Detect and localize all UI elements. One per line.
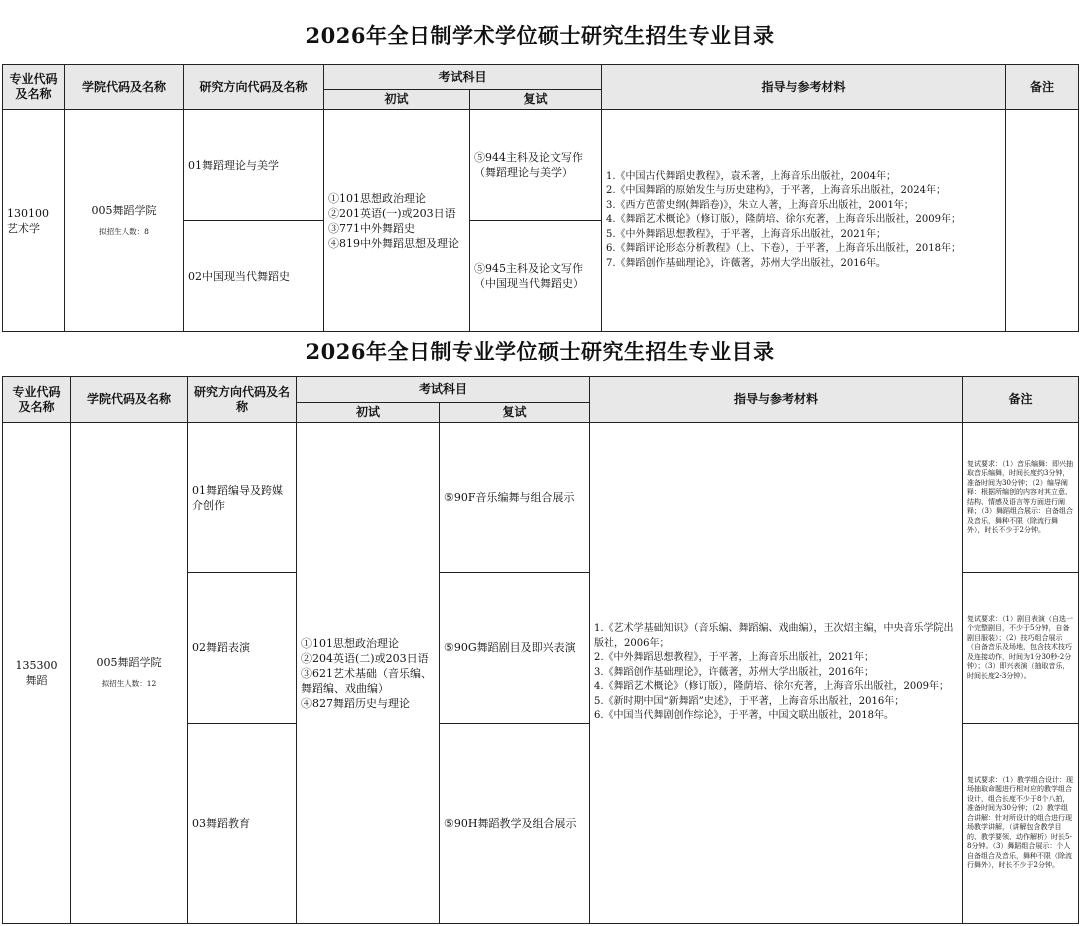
materials-cell	[590, 423, 963, 924]
initial-exam-item: ①101思想政治理论	[301, 636, 399, 650]
material-item: 5.《中外舞蹈思想教程》，于平著，上海音乐出版社，2021年；	[606, 228, 887, 240]
header-college: 学院代码及名称	[71, 377, 188, 423]
material-item: 2.《中国舞蹈的原始发生与历史建构》，于平著，上海音乐出版社，2024年；	[606, 185, 947, 197]
direction-01: 01舞蹈编导及跨媒介创作	[188, 423, 297, 573]
materials-cell	[602, 110, 1006, 332]
table2	[2, 376, 1079, 924]
header-remarks: 备注	[1006, 65, 1079, 110]
material-item: 4.《舞蹈艺术概论》（修订版），隆荫培、徐尔充著，上海音乐出版社，2009年；	[594, 681, 950, 693]
header-major: 专业代码及名称	[3, 377, 71, 423]
remarks-01: 复试要求：（1）音乐编舞：即兴抽取音乐编舞，时间长度约3分钟，准备时间为30分钟；（2）编导阐释：根据所编创的内容对其立意、结构、情感及语言等方面进行阐释；（3）舞蹈组合展示：自备组合及音乐，舞种不限（除流行舞外），时长不少于2分钟。	[963, 423, 1079, 573]
initial-exam-item: ②201英语(一)或203日语	[328, 206, 456, 220]
material-item: 5.《新时期中国“新舞蹈”史述》，于平著，上海音乐出版社，2016年；	[594, 695, 905, 707]
college-name: 005舞蹈学院	[91, 203, 157, 217]
retest-90f: ⑤90F音乐编舞与组合展示	[440, 423, 590, 573]
retest-90h: ⑤90H舞蹈教学及组合展示	[440, 723, 590, 923]
header-remarks: 备注	[963, 377, 1079, 423]
major-cell	[3, 423, 71, 924]
header-initial: 初试	[297, 403, 440, 423]
remarks-02: 复试要求：（1）剧目表演（自选一个完整剧目，不少于5分钟，自备剧目服装）；（2）技巧组合展示（自备音乐及场地，包含技术技巧及连接动作，时间为1分30秒-2分钟）；（3）即兴表演（抽取音乐，时间长度2-3分钟）。	[963, 573, 1079, 723]
direction-02: 02中国现当代舞蹈史	[184, 221, 324, 332]
major-name: 舞蹈	[25, 674, 48, 688]
initial-exam-item: ③621艺术基础（音乐编、舞蹈编、戏曲编）	[301, 666, 432, 695]
initial-exam-cell	[324, 110, 470, 332]
major-code: 130100	[7, 206, 49, 220]
material-item: 4.《舞蹈艺术概论》（修订版），隆荫培、徐尔充著，上海音乐出版社，2009年；	[606, 214, 962, 226]
retest-944: ⑤944主科及论文写作（舞蹈理论与美学）	[470, 110, 602, 221]
header-retest: 复试	[470, 90, 602, 110]
initial-exam-item: ③771中外舞蹈史	[328, 221, 415, 235]
college-name: 005舞蹈学院	[96, 656, 162, 670]
header-major: 专业代码及名称	[3, 65, 65, 110]
material-item: 3.《西方芭蕾史纲(舞蹈卷)》，朱立人著，上海音乐出版社，2001年；	[606, 199, 914, 211]
material-item: 3.《舞蹈创作基础理论》，许薇著，苏州大学出版社，2016年；	[594, 666, 875, 678]
remarks-cell	[1006, 110, 1079, 332]
college-cell	[71, 423, 188, 924]
major-cell	[3, 110, 65, 332]
material-item: 1.《中国古代舞蹈史教程》，袁禾著，上海音乐出版社，2004年；	[606, 170, 897, 182]
header-exam: 考试科目	[297, 377, 590, 403]
initial-exam-item: ④819中外舞蹈思想及理论	[328, 236, 459, 250]
header-college: 学院代码及名称	[65, 65, 184, 110]
material-item: 2.《中外舞蹈思想教程》，于平著，上海音乐出版社，2021年；	[594, 652, 875, 664]
major-name: 艺术学	[7, 221, 40, 235]
initial-exam-cell	[297, 423, 440, 924]
quota: 拟招生人数：12	[101, 679, 157, 689]
header-materials: 指导与参考材料	[602, 65, 1006, 110]
table1-title: 2026年全日制学术学位硕士研究生招生专业目录	[305, 23, 775, 48]
direction-03: 03舞蹈教育	[188, 723, 297, 923]
material-item: 7.《舞蹈创作基础理论》，许薇著，苏州大学出版社，2016年。	[606, 257, 887, 269]
retest-945: ⑤945主科及论文写作（中国现当代舞蹈史）	[470, 221, 602, 332]
header-retest: 复试	[440, 403, 590, 423]
material-item: 1.《艺术学基础知识》（音乐编、舞蹈编、戏曲编），王次炤主编，中央音乐学院出版社，2006年；	[594, 623, 954, 649]
initial-exam-item: ④827舞蹈历史与理论	[301, 696, 410, 710]
initial-exam-item: ②204英语(二)或203日语	[301, 651, 429, 665]
major-code: 135300	[15, 659, 58, 673]
direction-02: 02舞蹈表演	[188, 573, 297, 723]
material-item: 6.《舞蹈评论形态分析教程》（上、下卷），于平著，上海音乐出版社，2018年；	[606, 243, 962, 255]
direction-01: 01舞蹈理论与美学	[184, 110, 324, 221]
retest-90g: ⑤90G舞蹈剧目及即兴表演	[440, 573, 590, 723]
quota: 拟招生人数：8	[99, 226, 149, 236]
header-direction: 研究方向代码及名称	[188, 377, 297, 423]
table1	[2, 64, 1079, 332]
remarks-03: 复试要求：（1）教学组合设计：现场抽取命题进行相对应的教学组合设计，组合长度不少于8个八拍，准备时间为30分钟；（2）教学组合讲解：针对所设计的组合进行现场教学讲解，（讲解包含教学目的、教学要领、动作解析）时长5-8分钟。（3）舞蹈组合展示：个人自备组合及音乐，舞种不限（除流行舞外），时长不少于2分钟。	[963, 723, 1079, 923]
header-exam: 考试科目	[324, 65, 602, 90]
header-materials: 指导与参考材料	[590, 377, 963, 423]
header-initial: 初试	[324, 90, 470, 110]
header-direction: 研究方向代码及名称	[184, 65, 324, 110]
college-cell	[65, 110, 184, 332]
material-item: 6.《中国当代舞剧创作综论》，于平著，中国文联出版社，2018年。	[594, 710, 895, 722]
initial-exam-item: ①101思想政治理论	[328, 191, 426, 205]
table2-title: 2026年全日制专业学位硕士研究生招生专业目录	[305, 339, 775, 364]
